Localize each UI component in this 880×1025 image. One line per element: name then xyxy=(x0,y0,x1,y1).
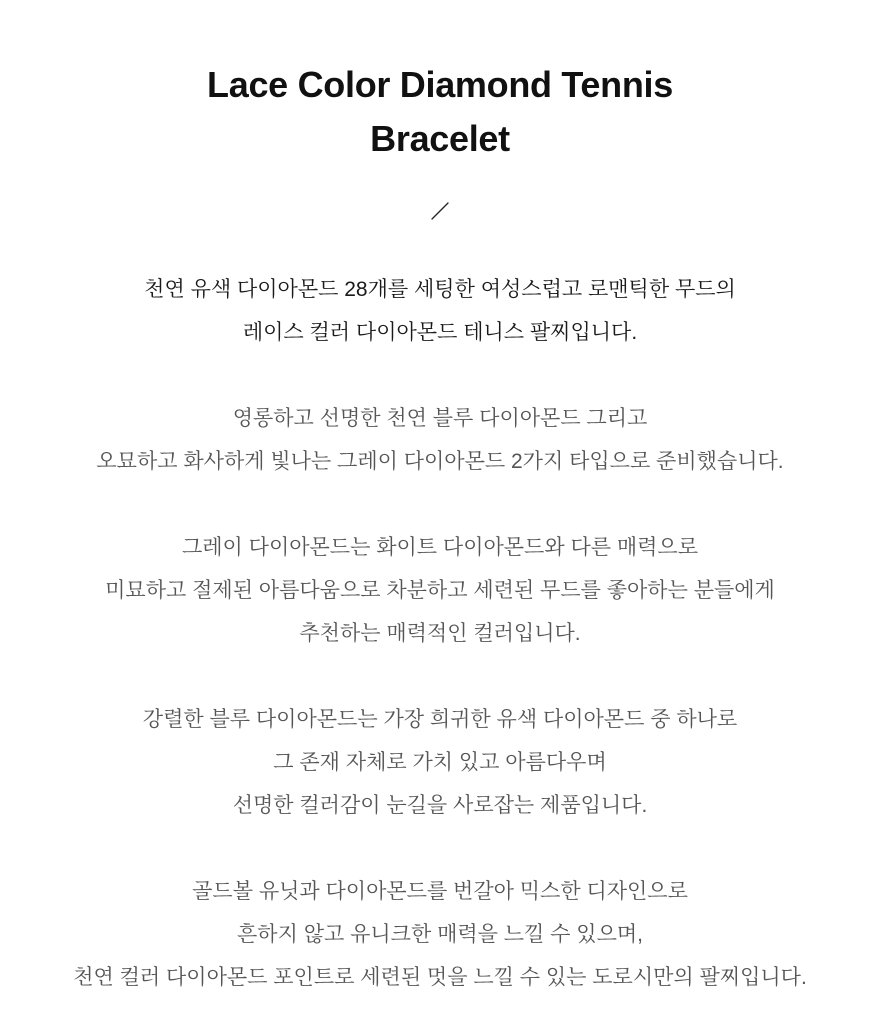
intro-paragraph xyxy=(0,268,880,354)
slash-divider-icon xyxy=(428,199,452,223)
paragraph-line: 천연 컬러 다이아몬드 포인트로 세련된 멋을 느낄 수 있는 도로시만의 팔찌입니다. xyxy=(73,966,807,989)
paragraph-line: 오묘하고 화사하게 빛나는 그레이 다이아몬드 2가지 타입으로 준비했습니다. xyxy=(96,450,784,473)
paragraph-line: 미묘하고 절제된 아름다움으로 차분하고 세련된 무드를 좋아하는 분들에게 xyxy=(105,579,775,602)
paragraph-grey-diamond xyxy=(0,526,880,655)
paragraph-line: 선명한 컬러감이 눈길을 사로잡는 제품입니다. xyxy=(232,794,648,817)
intro-line: 레이스 컬러 다이아몬드 테니스 팔찌입니다. xyxy=(242,321,638,344)
paragraph-blue-diamond xyxy=(0,698,880,827)
paragraph-color-types xyxy=(0,397,880,483)
divider xyxy=(0,199,880,223)
paragraph-line: 추천하는 매력적인 컬러입니다. xyxy=(299,622,581,645)
paragraph-line: 강렬한 블루 다이아몬드는 가장 희귀한 유색 다이아몬드 중 하나로 xyxy=(142,708,738,731)
product-title-line-2: Bracelet xyxy=(370,118,510,159)
paragraph-line: 그 존재 자체로 가치 있고 아름다우며 xyxy=(273,751,607,774)
paragraph-design xyxy=(0,870,880,999)
product-title-line-1: Lace Color Diamond Tennis xyxy=(207,64,673,105)
paragraph-line: 흔하지 않고 유니크한 매력을 느낄 수 있으며, xyxy=(237,923,643,946)
paragraph-line: 골드볼 유닛과 다이아몬드를 번갈아 믹스한 디자인으로 xyxy=(192,880,688,903)
intro-line: 천연 유색 다이아몬드 28개를 세팅한 여성스럽고 로맨틱한 무드의 xyxy=(144,278,736,301)
product-title xyxy=(120,58,760,166)
paragraph-line: 영롱하고 선명한 천연 블루 다이아몬드 그리고 xyxy=(232,407,648,430)
paragraph-line: 그레이 다이아몬드는 화이트 다이아몬드와 다른 매력으로 xyxy=(181,536,699,559)
